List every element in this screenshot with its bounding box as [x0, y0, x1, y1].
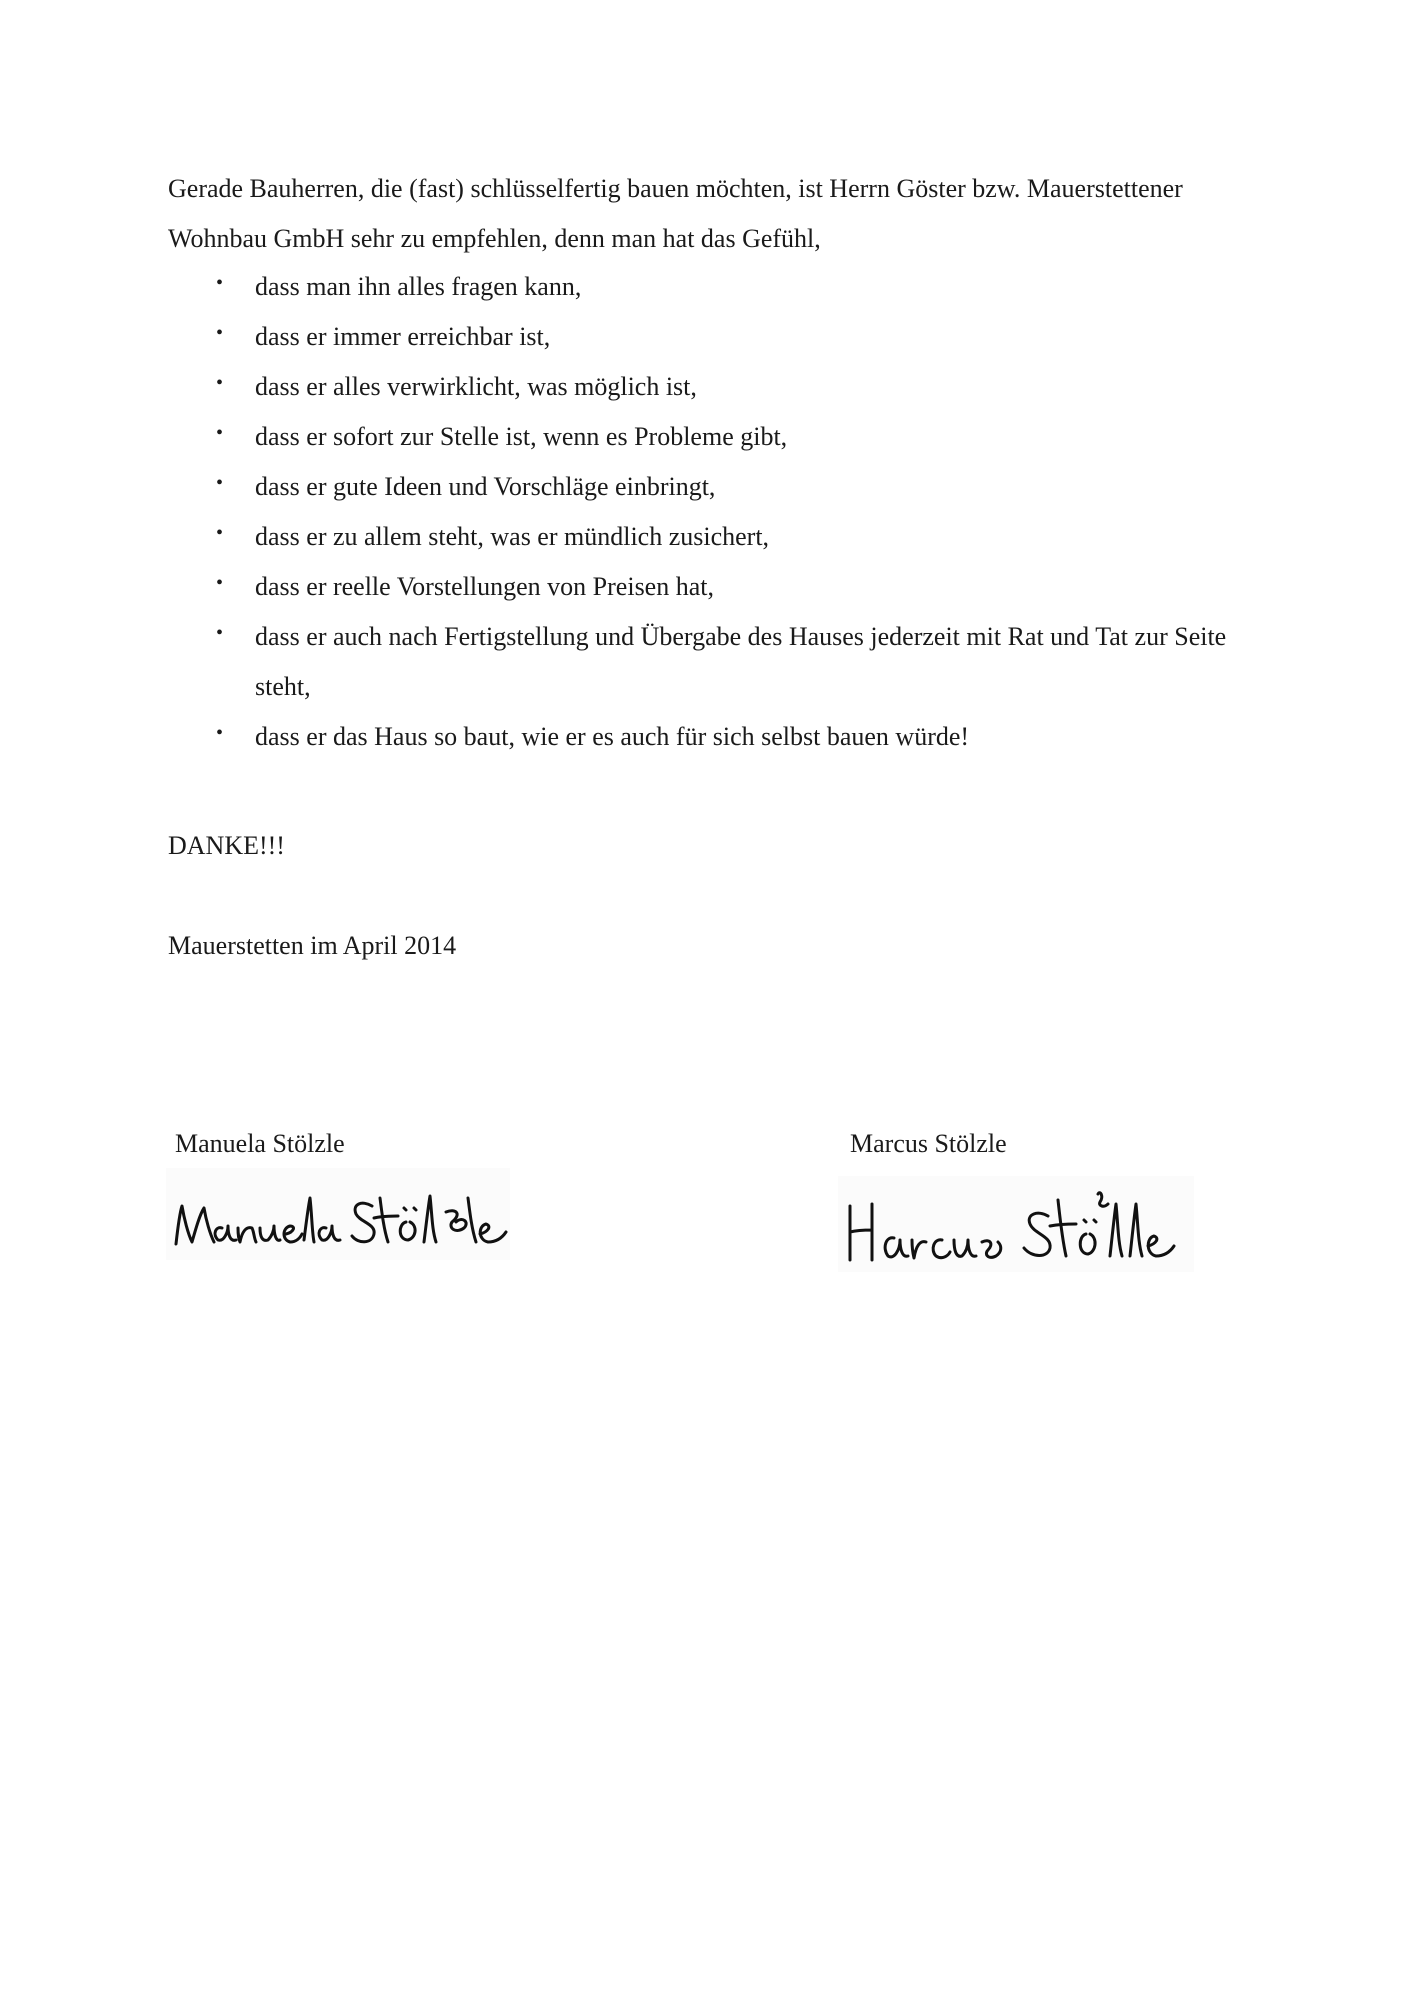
- signature-marcus: [838, 1176, 1194, 1272]
- bullet-icon: •: [216, 572, 224, 594]
- bullet-icon: •: [216, 272, 224, 294]
- list-item-text: dass er das Haus so baut, wie er es auch für sich selbst bauen würde!: [255, 722, 970, 751]
- list-item-text: dass er sofort zur Stelle ist, wenn es Probleme gibt,: [255, 422, 788, 451]
- intro-paragraph: Gerade Bauherren, die (fast) schlüsselfertig bauen möchten, ist Herrn Göster bzw. Mauerstettener Wohnbau GmbH sehr zu empfehlen, denn man hat das Gefühl,: [168, 174, 1183, 253]
- closing-thanks: DANKE!!!: [168, 831, 285, 860]
- signature-manuela: [166, 1168, 510, 1260]
- bullet-icon: •: [216, 422, 224, 444]
- list-item-text: dass er auch nach Fertigstellung und Übergabe des Hauses jederzeit mit Rat und Tat zur Seite steht,: [255, 622, 1227, 701]
- list-item-text: dass er zu allem steht, was er mündlich zusichert,: [255, 522, 770, 551]
- list-item: [168, 612, 1278, 712]
- reasons-list: [168, 262, 1278, 762]
- list-item: [168, 562, 1278, 612]
- list-item-text: dass er alles verwirklicht, was möglich ist,: [255, 372, 697, 401]
- place-and-date: Mauerstetten im April 2014: [168, 931, 457, 960]
- list-item: [168, 462, 1278, 512]
- list-item-text: dass er reelle Vorstellungen von Preisen hat,: [255, 572, 714, 601]
- bullet-icon: •: [216, 472, 224, 494]
- list-item-text: dass er immer erreichbar ist,: [255, 322, 551, 351]
- list-item: [168, 312, 1278, 362]
- list-item: [168, 712, 1278, 762]
- list-item-text: dass er gute Ideen und Vorschläge einbringt,: [255, 472, 716, 501]
- bullet-icon: •: [216, 622, 224, 644]
- bullet-icon: •: [216, 372, 224, 394]
- signer-name-left: Manuela Stölzle: [175, 1129, 345, 1158]
- list-item-text: dass man ihn alles fragen kann,: [255, 272, 582, 301]
- bullet-icon: •: [216, 722, 224, 744]
- list-item: [168, 362, 1278, 412]
- list-item: [168, 262, 1278, 312]
- bullet-icon: •: [216, 322, 224, 344]
- signer-name-right: Marcus Stölzle: [850, 1129, 1007, 1158]
- bullet-icon: •: [216, 522, 224, 544]
- list-item: [168, 412, 1278, 462]
- list-item: [168, 512, 1278, 562]
